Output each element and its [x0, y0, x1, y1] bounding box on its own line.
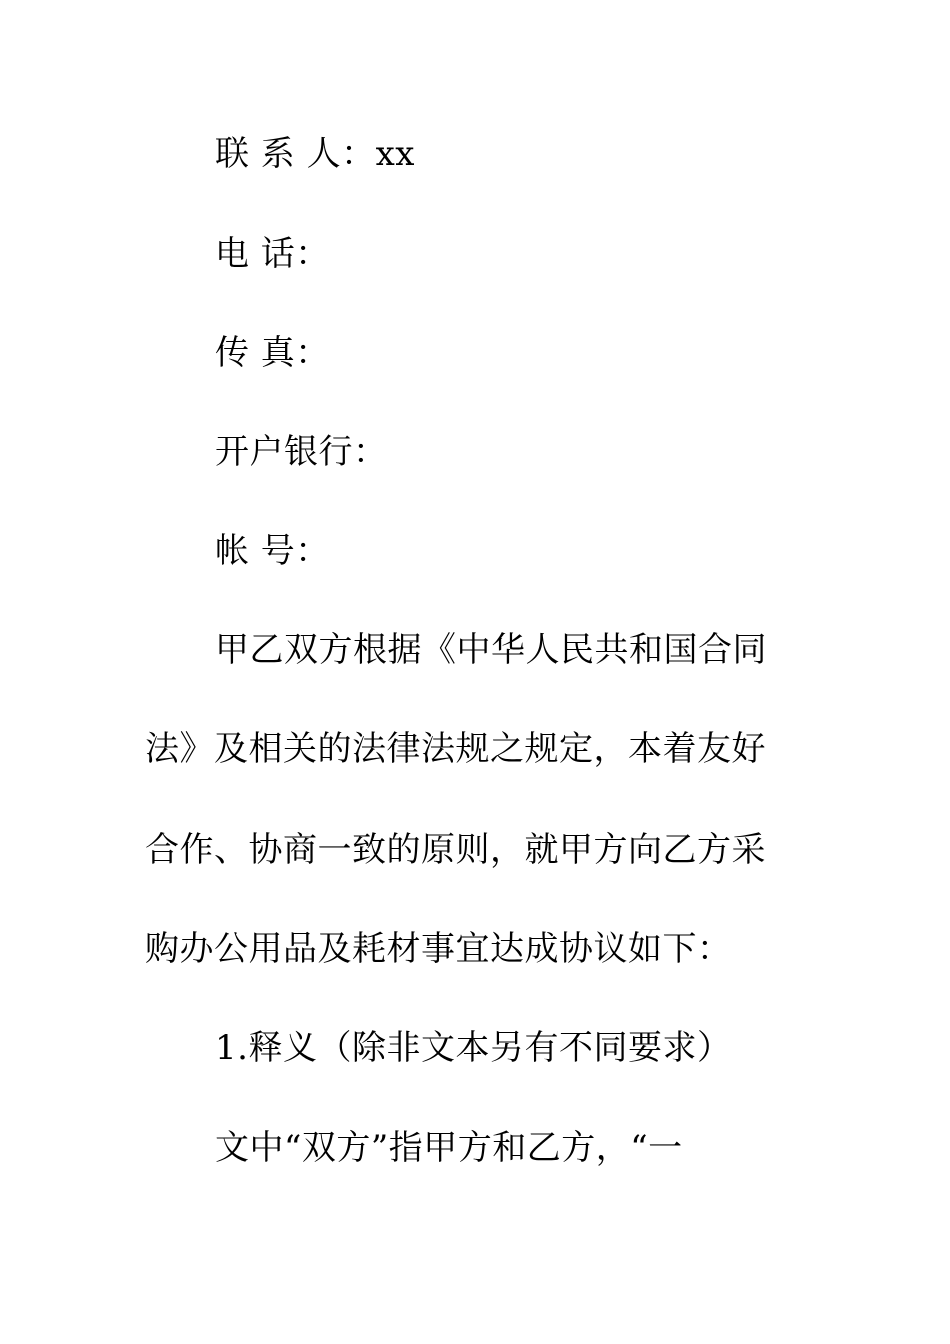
preamble-line-1: 甲乙双方根据《中华人民共和国合同	[215, 630, 767, 670]
bank-label: 开户银行：	[215, 432, 388, 472]
preamble-line-2: 法》及相关的法律法规之规定，本着友好	[145, 729, 766, 769]
contact-person-value: xx	[375, 134, 415, 174]
fax-line	[215, 333, 330, 373]
account-line	[215, 531, 330, 571]
fax-label: 传 真：	[215, 333, 330, 373]
preamble-line-4: 购办公用品及耗材事宜达成协议如下：	[145, 929, 732, 969]
phone-line	[215, 234, 330, 274]
contact-person-line	[215, 134, 415, 174]
bank-line	[215, 432, 388, 472]
section-1-text: 文中“双方”指甲方和乙方，“一	[215, 1128, 683, 1168]
section-1-title: 1.释义（除非文本另有不同要求）	[215, 1028, 732, 1068]
contact-person-label: 联 系 人：	[215, 134, 376, 174]
preamble-line-3: 合作、协商一致的原则，就甲方向乙方采	[145, 830, 766, 870]
account-label: 帐 号：	[215, 531, 330, 571]
phone-label: 电 话：	[215, 234, 330, 274]
